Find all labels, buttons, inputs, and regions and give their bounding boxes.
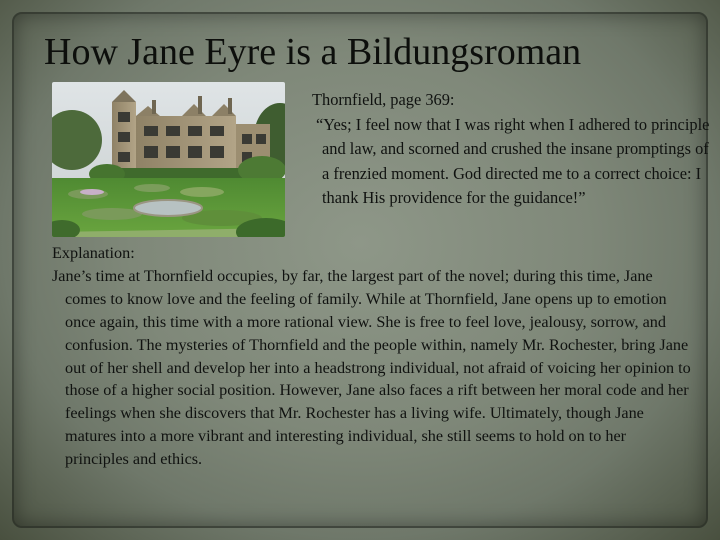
explanation-text: Jane’s time at Thornfield occupies, by far, the largest part of the novel; during this time, Jane comes to know love and the feeling of family. While at Thornfield, Jane opens up to emotion once again, this time with a more rational view. She is free to feel love, jealousy, sorrow, and confusion. The mysteries of Thornfield and the people within, namely Mr. Rochester, bring Jane out of her shell and develop her into a headstrong individual, not afraid of voicing her opinion to those of a higher social position. However, Jane also faces a rift between her moral code and her feelings when she discovers that Mr. Rochester has a living wife. Ultimately, though Jane matures into a more vibrant and interesting individual, she still seems to hold on to her principles and ethics. (52, 266, 691, 469)
thornfield-photo (52, 82, 285, 237)
quote-block (312, 88, 712, 211)
slide-title: How Jane Eyre is a Bildungsroman (44, 31, 582, 73)
explanation-label: Explanation: (52, 244, 135, 262)
manor-garden-image (52, 82, 285, 237)
quote-reference: Thornfield, page 369: (312, 90, 455, 109)
quote-text: “Yes; I feel now that I was right when I adhered to principle and law, and scorned and crushed the insane promptings of a frenzied moment. God directed me to a correct choice: I thank His providence for the guidance!” (316, 114, 710, 208)
explanation-block (52, 242, 692, 471)
